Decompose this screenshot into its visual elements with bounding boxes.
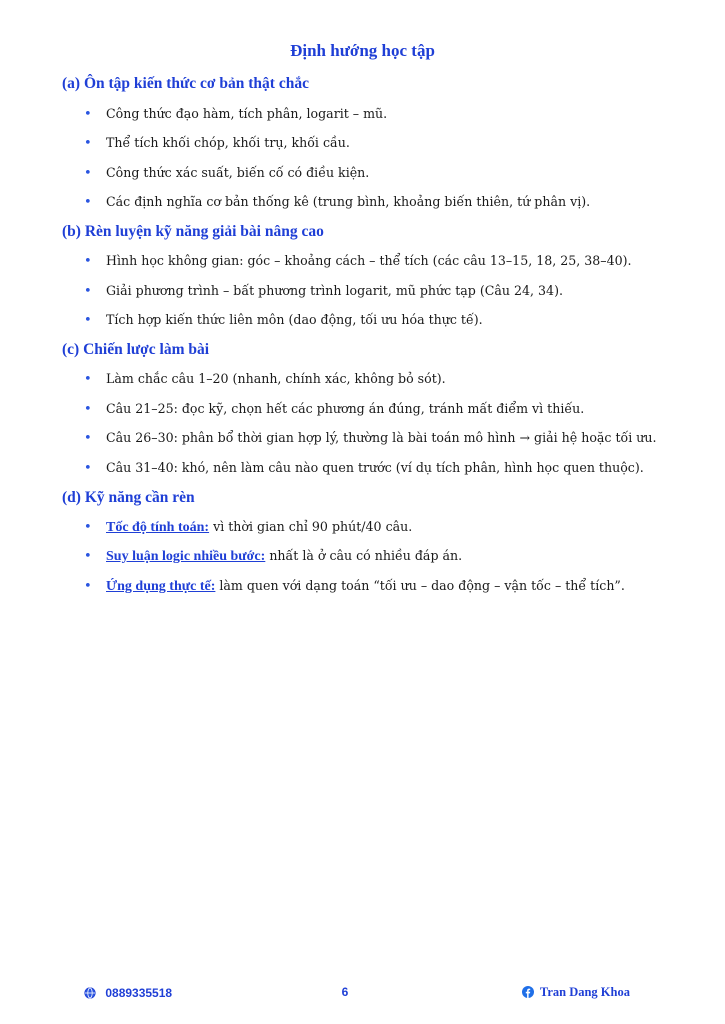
list-item	[84, 519, 412, 536]
list-item	[84, 194, 590, 210]
list-item	[84, 371, 446, 387]
list-item-text: Làm chắc câu 1–20 (nhanh, chính xác, không bỏ sót).	[106, 371, 446, 386]
list-item-text: Công thức đạo hàm, tích phân, logarit – mũ.	[106, 106, 388, 121]
bullet: •	[84, 284, 92, 299]
bullet: •	[84, 461, 92, 476]
bullet: •	[84, 520, 92, 535]
section-heading-c: (c) Chiến lược làm bài	[62, 341, 210, 358]
skill-description: vì thời gian chỉ 90 phút/40 câu.	[209, 519, 413, 534]
list-item	[84, 548, 462, 565]
list-item	[84, 253, 632, 269]
list-item	[84, 460, 644, 476]
skill-description: làm quen với dạng toán “tối ưu – dao động – vận tốc – thể tích”.	[215, 578, 625, 593]
footer-author	[522, 985, 630, 1002]
bullet: •	[84, 579, 92, 594]
bullet: •	[84, 313, 92, 328]
list-item-text: Thể tích khối chóp, khối trụ, khối cầu.	[106, 135, 350, 150]
footer-phone	[84, 986, 172, 1002]
skill-description: nhất là ở câu có nhiều đáp án.	[265, 548, 463, 563]
list-item-text: Câu 21–25: đọc kỹ, chọn hết các phương án đúng, tránh mất điểm vì thiếu.	[106, 401, 585, 416]
list-item	[84, 401, 584, 417]
list-item	[84, 312, 483, 328]
bullet: •	[84, 254, 92, 269]
list-item	[84, 135, 350, 151]
page-number: 6	[341, 985, 349, 999]
bullet: •	[84, 372, 92, 387]
list-item-text: Các định nghĩa cơ bản thống kê (trung bình, khoảng biến thiên, tứ phân vị).	[106, 194, 591, 209]
list-item	[84, 578, 625, 595]
bullet: •	[84, 431, 92, 446]
section-heading-b: (b) Rèn luyện kỹ năng giải bài nâng cao	[62, 223, 324, 240]
list-item-text: Hình học không gian: góc – khoảng cách – thể tích (các câu 13–15, 18, 25, 38–40).	[106, 253, 632, 268]
list-item-text: Câu 31–40: khó, nên làm câu nào quen trước (ví dụ tích phân, hình học quen thuộc).	[106, 460, 644, 475]
skill-name: Ứng dụng thực tế:	[106, 579, 216, 594]
skill-name: Tốc độ tính toán:	[106, 520, 210, 535]
section-heading-a: (a) Ôn tập kiến thức cơ bản thật chắc	[62, 75, 309, 92]
facebook-icon	[522, 986, 534, 1002]
list-item-text: Câu 26–30: phân bổ thời gian hợp lý, thường là bài toán mô hình → giải hệ hoặc tối ưu.	[106, 430, 657, 445]
author-name: Tran Dang Khoa	[539, 985, 630, 999]
list-item-text: Tích hợp kiến thức liên môn (dao động, tối ưu hóa thực tế).	[106, 312, 483, 327]
globe-icon	[84, 987, 96, 1002]
bullet: •	[84, 166, 92, 181]
phone-number: 0889335518	[105, 986, 173, 1000]
bullet: •	[84, 549, 92, 564]
bullet: •	[84, 107, 92, 122]
page-title: Định hướng học tập	[290, 41, 435, 60]
bullet: •	[84, 195, 92, 210]
list-item	[84, 165, 369, 181]
skill-name: Suy luận logic nhiều bước:	[106, 549, 266, 564]
list-item	[84, 430, 657, 446]
bullet: •	[84, 136, 92, 151]
list-item	[84, 106, 387, 122]
section-heading-d: (d) Kỹ năng cần rèn	[62, 489, 195, 506]
bullet: •	[84, 402, 92, 417]
list-item	[84, 283, 563, 299]
list-item-text: Công thức xác suất, biến cố có điều kiện.	[106, 165, 370, 180]
list-item-text: Giải phương trình – bất phương trình logarit, mũ phức tạp (Câu 24, 34).	[106, 283, 563, 298]
